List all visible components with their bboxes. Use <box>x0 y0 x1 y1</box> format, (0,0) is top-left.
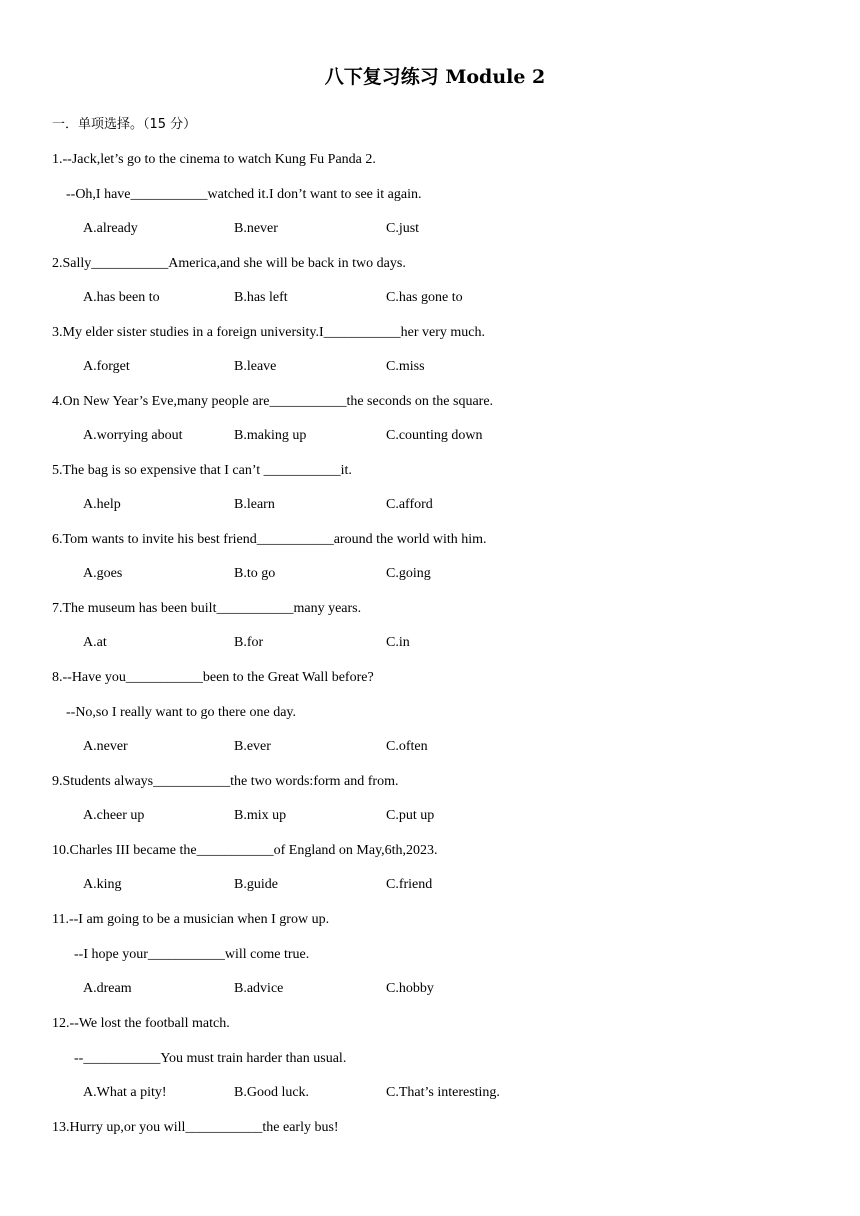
question-3-option-c: C.miss <box>386 359 425 374</box>
question-3-option-a: A.forget <box>83 359 130 374</box>
question-5-option-b: B.learn <box>234 497 275 512</box>
question-10-option-a: A.king <box>83 877 122 892</box>
question-6-option-c: C.going <box>386 566 431 581</box>
question-11-option-a: A.dream <box>83 981 132 996</box>
question-12-option-b: B.Good luck. <box>234 1085 310 1100</box>
question-9-stem: 9.Students always___________the two words:form and from. <box>52 774 399 789</box>
question-1-option-b: B.never <box>234 221 278 236</box>
question-8-option-c: C.often <box>386 739 428 754</box>
question-1-option-a: A.already <box>83 221 138 236</box>
question-11-stem: 11.--I am going to be a musician when I grow up. <box>52 912 330 927</box>
question-12-option-c: C.That’s interesting. <box>386 1085 500 1100</box>
question-10-option-c: C.friend <box>386 877 433 892</box>
question-7-option-b: B.for <box>234 635 264 650</box>
question-6-option-a: A.goes <box>83 566 123 581</box>
question-13-stem: 13.Hurry up,or you will___________the early bus! <box>52 1120 339 1135</box>
question-4-option-b: B.making up <box>234 428 307 443</box>
question-8-stem: 8.--Have you___________been to the Great Wall before? <box>52 670 374 685</box>
question-7-stem: 7.The museum has been built___________many years. <box>52 601 362 616</box>
question-6-stem: 6.Tom wants to invite his best friend___________around the world with him. <box>52 532 487 547</box>
question-2-stem: 2.Sally___________America,and she will be back in two days. <box>52 256 406 271</box>
question-7-option-c: C.in <box>386 635 410 650</box>
question-11-option-c: C.hobby <box>386 981 434 996</box>
question-9-option-b: B.mix up <box>234 808 287 823</box>
question-9-option-c: C.put up <box>386 808 435 823</box>
question-2-option-c: C.has gone to <box>386 290 463 305</box>
question-6-option-b: B.to go <box>234 566 276 581</box>
question-5-stem: 5.The bag is so expensive that I can’t ___________it. <box>52 463 352 478</box>
question-8-option-a: A.never <box>83 739 128 754</box>
question-1-stem: 1.--Jack,let’s go to the cinema to watch Kung Fu Panda 2. <box>52 152 376 167</box>
question-11-option-b: B.advice <box>234 981 284 996</box>
question-1-reply: --Oh,I have___________watched it.I don’t want to see it again. <box>66 187 422 202</box>
question-1-option-c: C.just <box>386 221 420 236</box>
question-12-option-a: A.What a pity! <box>83 1085 167 1100</box>
question-3-stem: 3.My elder sister studies in a foreign university.I___________her very much. <box>52 325 486 340</box>
question-5-option-c: C.afford <box>386 497 433 512</box>
section-heading: 一．单项选择。（15 分） <box>52 117 197 132</box>
question-4-option-a: A.worrying about <box>83 428 183 443</box>
question-9-option-a: A.cheer up <box>83 808 145 823</box>
question-8-reply: --No,so I really want to go there one day. <box>66 705 297 720</box>
question-3-option-b: B.leave <box>234 359 277 374</box>
question-2-option-a: A.has been to <box>83 290 160 305</box>
question-5-option-a: A.help <box>83 497 121 512</box>
question-7-option-a: A.at <box>83 635 107 650</box>
question-4-option-c: C.counting down <box>386 428 483 443</box>
page-title: 八下复习练习 Module 2 <box>324 66 546 88</box>
question-11-reply: --I hope your___________will come true. <box>74 947 310 962</box>
question-10-stem: 10.Charles III became the___________of England on May,6th,2023. <box>52 843 438 858</box>
question-10-option-b: B.guide <box>234 877 278 892</box>
question-12-reply: --___________You must train harder than usual. <box>74 1051 347 1066</box>
question-12-stem: 12.--We lost the football match. <box>52 1016 230 1031</box>
question-4-stem: 4.On New Year’s Eve,many people are___________the seconds on the square. <box>52 394 494 409</box>
question-8-option-b: B.ever <box>234 739 271 754</box>
question-2-option-b: B.has left <box>234 290 288 305</box>
